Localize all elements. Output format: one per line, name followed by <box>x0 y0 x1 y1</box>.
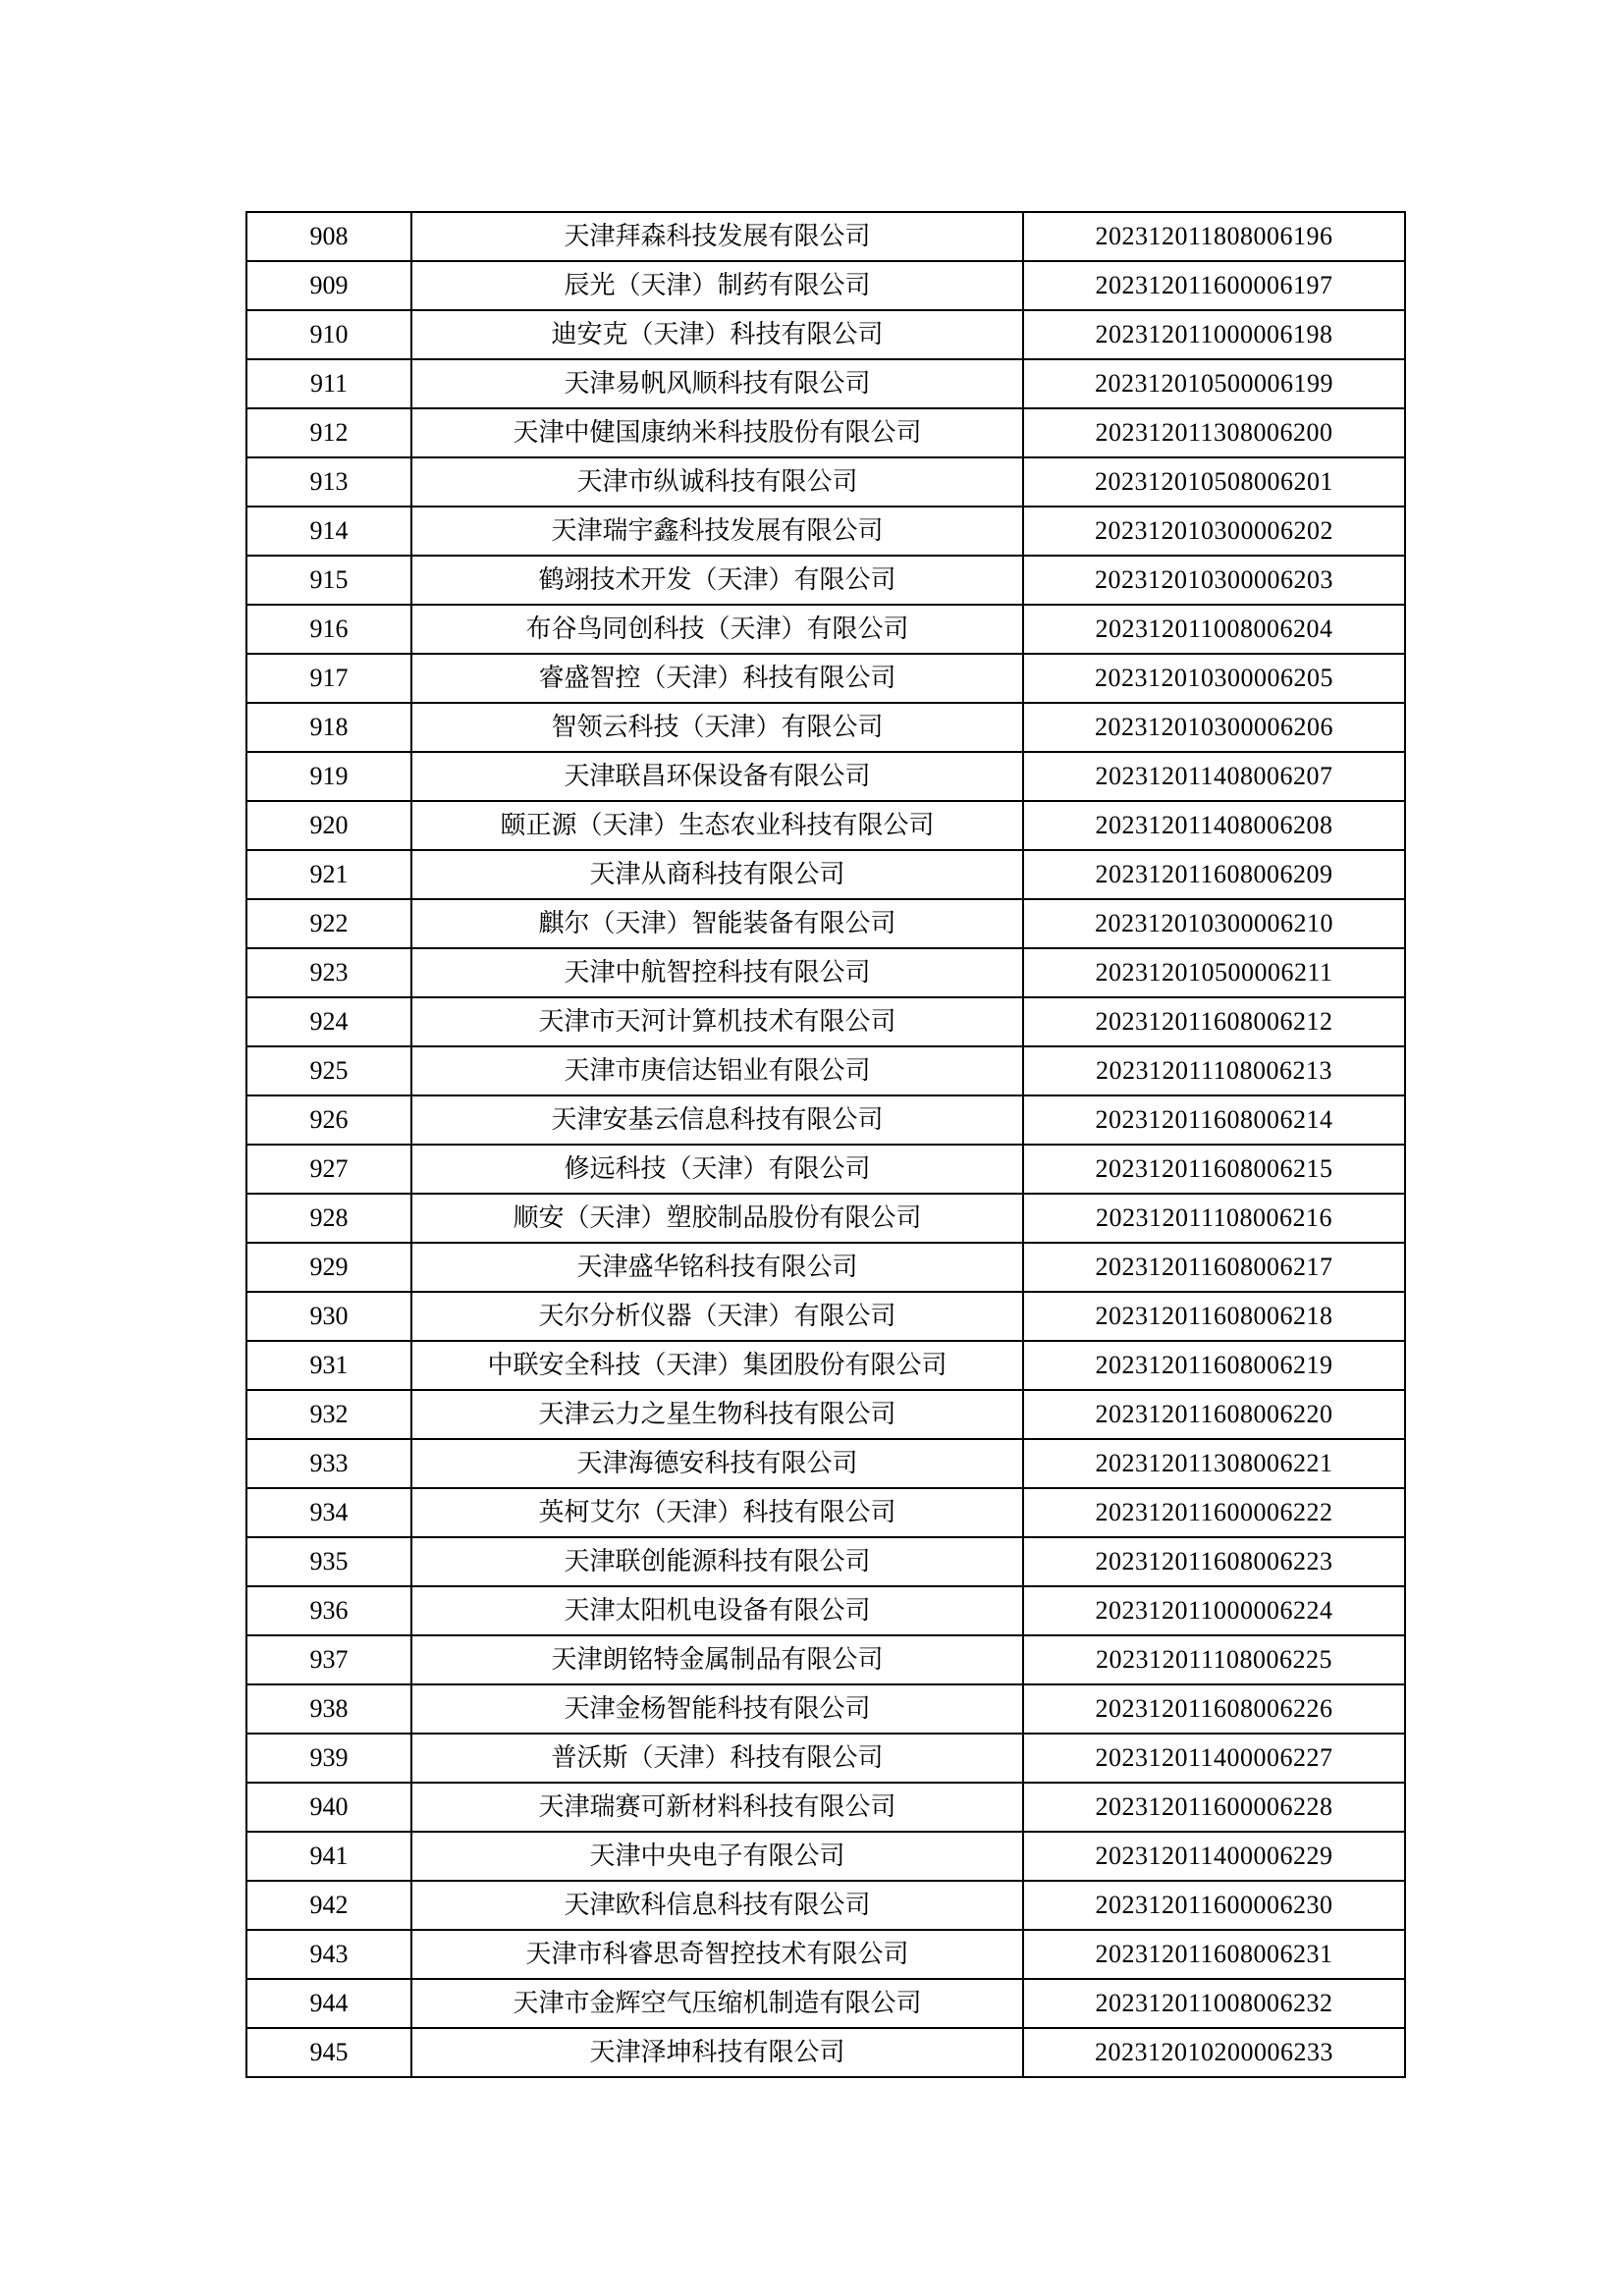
company-code-cell: 202312010300006205 <box>1023 654 1405 703</box>
company-code-cell: 202312011608006215 <box>1023 1145 1405 1194</box>
company-name-cell: 天津瑞宇鑫科技发展有限公司 <box>411 507 1023 556</box>
company-code-cell: 202312010300006202 <box>1023 507 1405 556</box>
row-number-cell: 934 <box>246 1488 411 1537</box>
row-number-cell: 920 <box>246 801 411 850</box>
row-number-cell: 911 <box>246 359 411 408</box>
table-row <box>246 1537 1405 1586</box>
row-number-cell: 926 <box>246 1095 411 1145</box>
company-code-cell: 202312011608006220 <box>1023 1390 1405 1439</box>
company-name-cell: 天津朗铭特金属制品有限公司 <box>411 1635 1023 1684</box>
table-row <box>246 1095 1405 1145</box>
company-name-cell: 天津泽坤科技有限公司 <box>411 2028 1023 2077</box>
company-code-cell: 202312011400006229 <box>1023 1832 1405 1881</box>
table-row <box>246 1145 1405 1194</box>
row-number-cell: 916 <box>246 605 411 654</box>
row-number-cell: 944 <box>246 1979 411 2028</box>
table-row <box>246 1832 1405 1881</box>
company-name-cell: 辰光（天津）制药有限公司 <box>411 261 1023 310</box>
company-code-cell: 202312011108006225 <box>1023 1635 1405 1684</box>
company-code-cell: 202312011600006230 <box>1023 1881 1405 1930</box>
row-number-cell: 940 <box>246 1783 411 1832</box>
company-name-cell: 睿盛智控（天津）科技有限公司 <box>411 654 1023 703</box>
row-number-cell: 912 <box>246 408 411 457</box>
row-number-cell: 933 <box>246 1439 411 1488</box>
company-code-cell: 202312011608006231 <box>1023 1930 1405 1979</box>
row-number-cell: 913 <box>246 457 411 507</box>
company-name-cell: 天津市金辉空气压缩机制造有限公司 <box>411 1979 1023 2028</box>
row-number-cell: 930 <box>246 1292 411 1341</box>
table-row <box>246 408 1405 457</box>
company-code-cell: 202312011408006207 <box>1023 752 1405 801</box>
company-code-cell: 202312010508006201 <box>1023 457 1405 507</box>
row-number-cell: 922 <box>246 899 411 948</box>
company-name-cell: 天津盛华铭科技有限公司 <box>411 1243 1023 1292</box>
company-name-cell: 天津从商科技有限公司 <box>411 850 1023 899</box>
table-row <box>246 1046 1405 1095</box>
company-code-cell: 202312011608006218 <box>1023 1292 1405 1341</box>
company-code-cell: 202312010300006206 <box>1023 703 1405 752</box>
row-number-cell: 925 <box>246 1046 411 1095</box>
table-row <box>246 1930 1405 1979</box>
company-name-cell: 普沃斯（天津）科技有限公司 <box>411 1734 1023 1783</box>
company-code-cell: 202312011008006232 <box>1023 1979 1405 2028</box>
company-code-cell: 202312011608006223 <box>1023 1537 1405 1586</box>
company-code-cell: 202312011808006196 <box>1023 212 1405 261</box>
company-code-cell: 202312011000006198 <box>1023 310 1405 359</box>
row-number-cell: 917 <box>246 654 411 703</box>
table-row <box>246 997 1405 1046</box>
company-name-cell: 英柯艾尔（天津）科技有限公司 <box>411 1488 1023 1537</box>
company-code-cell: 202312011608006209 <box>1023 850 1405 899</box>
company-name-cell: 天津联昌环保设备有限公司 <box>411 752 1023 801</box>
row-number-cell: 939 <box>246 1734 411 1783</box>
company-code-cell: 202312011600006197 <box>1023 261 1405 310</box>
table-row <box>246 1292 1405 1341</box>
company-name-cell: 天津瑞赛可新材料科技有限公司 <box>411 1783 1023 1832</box>
table-row <box>246 457 1405 507</box>
company-name-cell: 天津联创能源科技有限公司 <box>411 1537 1023 1586</box>
table-row <box>246 507 1405 556</box>
table-row <box>246 703 1405 752</box>
row-number-cell: 945 <box>246 2028 411 2077</box>
table-row <box>246 310 1405 359</box>
row-number-cell: 935 <box>246 1537 411 1586</box>
company-code-cell: 202312011008006204 <box>1023 605 1405 654</box>
table-row <box>246 1390 1405 1439</box>
company-code-cell: 202312011608006226 <box>1023 1684 1405 1734</box>
row-number-cell: 909 <box>246 261 411 310</box>
company-name-cell: 天津易帆风顺科技有限公司 <box>411 359 1023 408</box>
table-row <box>246 1488 1405 1537</box>
company-table-body <box>246 212 1405 2077</box>
company-code-cell: 202312011608006212 <box>1023 997 1405 1046</box>
company-name-cell: 天津中航智控科技有限公司 <box>411 948 1023 997</box>
table-row <box>246 1341 1405 1390</box>
company-name-cell: 天津金杨智能科技有限公司 <box>411 1684 1023 1734</box>
row-number-cell: 942 <box>246 1881 411 1930</box>
table-row <box>246 1439 1405 1488</box>
company-code-cell: 202312011308006221 <box>1023 1439 1405 1488</box>
table-row <box>246 605 1405 654</box>
table-row <box>246 654 1405 703</box>
table-row <box>246 556 1405 605</box>
company-name-cell: 智领云科技（天津）有限公司 <box>411 703 1023 752</box>
company-name-cell: 迪安克（天津）科技有限公司 <box>411 310 1023 359</box>
table-row <box>246 1684 1405 1734</box>
table-row <box>246 1243 1405 1292</box>
table-row <box>246 948 1405 997</box>
company-name-cell: 天津拜森科技发展有限公司 <box>411 212 1023 261</box>
table-row <box>246 801 1405 850</box>
company-code-cell: 202312011000006224 <box>1023 1586 1405 1635</box>
company-name-cell: 修远科技（天津）有限公司 <box>411 1145 1023 1194</box>
company-name-cell: 天津市庚信达铝业有限公司 <box>411 1046 1023 1095</box>
company-name-cell: 天津云力之星生物科技有限公司 <box>411 1390 1023 1439</box>
row-number-cell: 937 <box>246 1635 411 1684</box>
row-number-cell: 910 <box>246 310 411 359</box>
company-name-cell: 天尔分析仪器（天津）有限公司 <box>411 1292 1023 1341</box>
row-number-cell: 915 <box>246 556 411 605</box>
row-number-cell: 919 <box>246 752 411 801</box>
row-number-cell: 929 <box>246 1243 411 1292</box>
row-number-cell: 927 <box>246 1145 411 1194</box>
company-name-cell: 天津市天河计算机技术有限公司 <box>411 997 1023 1046</box>
row-number-cell: 932 <box>246 1390 411 1439</box>
company-name-cell: 天津市科睿思奇智控技术有限公司 <box>411 1930 1023 1979</box>
company-code-cell: 202312011108006213 <box>1023 1046 1405 1095</box>
company-code-cell: 202312011308006200 <box>1023 408 1405 457</box>
company-list-table <box>245 211 1406 2078</box>
row-number-cell: 924 <box>246 997 411 1046</box>
row-number-cell: 928 <box>246 1194 411 1243</box>
company-code-cell: 202312011608006214 <box>1023 1095 1405 1145</box>
row-number-cell: 931 <box>246 1341 411 1390</box>
company-name-cell: 天津太阳机电设备有限公司 <box>411 1586 1023 1635</box>
company-name-cell: 鹤翊技术开发（天津）有限公司 <box>411 556 1023 605</box>
company-code-cell: 202312010300006203 <box>1023 556 1405 605</box>
table-row <box>246 752 1405 801</box>
company-code-cell: 202312011600006228 <box>1023 1783 1405 1832</box>
table-row <box>246 359 1405 408</box>
company-code-cell: 202312011108006216 <box>1023 1194 1405 1243</box>
table-row <box>246 261 1405 310</box>
table-row <box>246 899 1405 948</box>
company-code-cell: 202312010500006199 <box>1023 359 1405 408</box>
table-row <box>246 212 1405 261</box>
company-name-cell: 顺安（天津）塑胶制品股份有限公司 <box>411 1194 1023 1243</box>
company-name-cell: 布谷鸟同创科技（天津）有限公司 <box>411 605 1023 654</box>
table-row <box>246 1979 1405 2028</box>
table-row <box>246 1734 1405 1783</box>
table-row <box>246 1783 1405 1832</box>
row-number-cell: 908 <box>246 212 411 261</box>
company-name-cell: 中联安全科技（天津）集团股份有限公司 <box>411 1341 1023 1390</box>
company-code-cell: 202312010500006211 <box>1023 948 1405 997</box>
row-number-cell: 943 <box>246 1930 411 1979</box>
company-code-cell: 202312011400006227 <box>1023 1734 1405 1783</box>
row-number-cell: 923 <box>246 948 411 997</box>
row-number-cell: 941 <box>246 1832 411 1881</box>
company-name-cell: 颐正源（天津）生态农业科技有限公司 <box>411 801 1023 850</box>
row-number-cell: 936 <box>246 1586 411 1635</box>
company-name-cell: 天津欧科信息科技有限公司 <box>411 1881 1023 1930</box>
company-code-cell: 202312011608006217 <box>1023 1243 1405 1292</box>
table-row <box>246 2028 1405 2077</box>
table-row <box>246 1194 1405 1243</box>
company-name-cell: 天津中央电子有限公司 <box>411 1832 1023 1881</box>
company-code-cell: 202312011608006219 <box>1023 1341 1405 1390</box>
row-number-cell: 918 <box>246 703 411 752</box>
row-number-cell: 914 <box>246 507 411 556</box>
row-number-cell: 921 <box>246 850 411 899</box>
company-code-cell: 202312011408006208 <box>1023 801 1405 850</box>
company-name-cell: 麒尔（天津）智能装备有限公司 <box>411 899 1023 948</box>
company-code-cell: 202312010200006233 <box>1023 2028 1405 2077</box>
company-code-cell: 202312011600006222 <box>1023 1488 1405 1537</box>
company-code-cell: 202312010300006210 <box>1023 899 1405 948</box>
table-row <box>246 1881 1405 1930</box>
table-row <box>246 1586 1405 1635</box>
table-row <box>246 850 1405 899</box>
company-name-cell: 天津市纵诚科技有限公司 <box>411 457 1023 507</box>
company-name-cell: 天津海德安科技有限公司 <box>411 1439 1023 1488</box>
row-number-cell: 938 <box>246 1684 411 1734</box>
table-row <box>246 1635 1405 1684</box>
company-name-cell: 天津安基云信息科技有限公司 <box>411 1095 1023 1145</box>
company-name-cell: 天津中健国康纳米科技股份有限公司 <box>411 408 1023 457</box>
